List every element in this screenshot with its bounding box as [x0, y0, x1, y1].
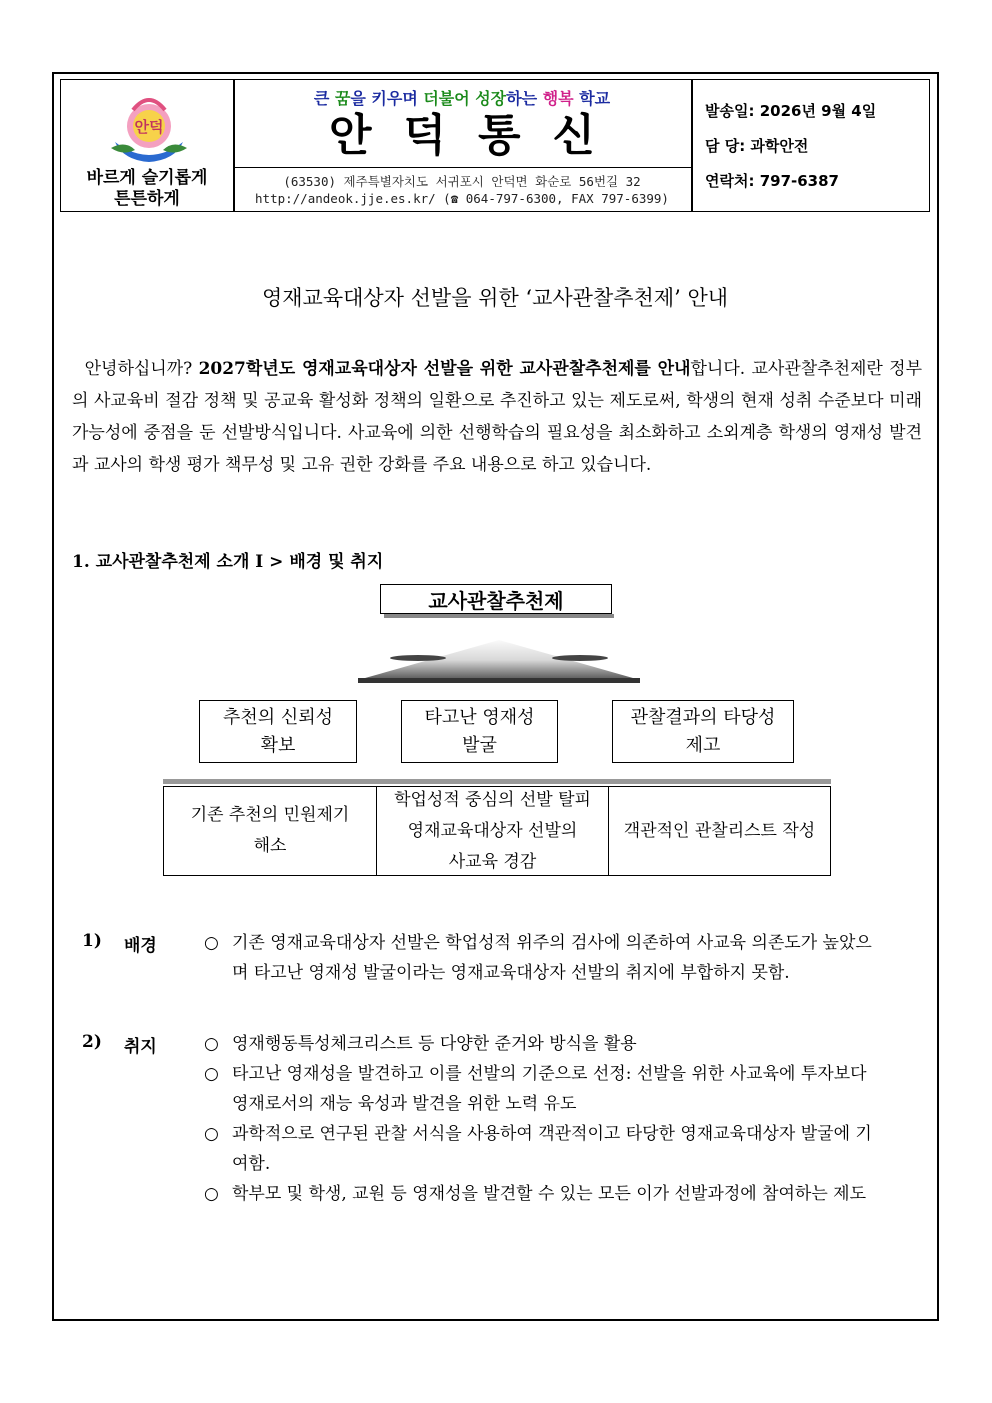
- intro-greeting: 안녕하십니까?: [84, 359, 199, 379]
- item-label: 배경: [124, 936, 157, 956]
- effects-cell: [164, 787, 376, 875]
- goal-box-label: 추천의 신뢰성 확보: [222, 706, 334, 756]
- effects-cell: [376, 787, 608, 875]
- header-divider: [691, 80, 693, 211]
- bullet-item: [204, 1179, 880, 1209]
- item-body: [204, 1029, 880, 1209]
- effects-table: [163, 786, 831, 876]
- issue-date: 발송일: 2026년 9월 4일: [705, 102, 877, 120]
- section-heading: 1. 교사관찰추천제 소개 I > 배경 및 취지: [72, 552, 384, 572]
- newsletter-name: 안덕통신: [328, 110, 627, 161]
- bullet-item: [204, 1059, 880, 1119]
- bullet-text: 과학적으로 연구된 관찰 서식을 사용하여 객관적이고 타당한 영재교육대상자 발굴에 기여함.: [232, 1124, 872, 1174]
- motto-line: 튼튼하게: [114, 189, 180, 209]
- school-address: [237, 173, 687, 207]
- intro-body: 합니다. 교사관찰추천제란 정부의 사교육비 절감 정책 및 공교육 활성화 정책의 일환으로 추진하고 있는 제도로써, 학생의 현재 성취 수준보다 미래 가능성에 중점을 둔 선발방식입니다. 사교육에 의한 선행학습의 필요성을 최소화하고 소외계층 학생의 영재성 발견과 교사의 학생 평가 책무성 및 고유 권한 강화를 주요 내용으로 하고 있습니다.: [72, 359, 922, 475]
- effects-cell: [608, 787, 830, 875]
- goal-box-label: 관찰결과의 타당성 제고: [630, 706, 776, 756]
- bullet-text: 타고난 영재성을 발견하고 이를 선발의 기준으로 선정: 선발을 위한 사교육에 투자보다 영재로서의 재능 육성과 발견을 위한 노력 유도: [232, 1064, 867, 1114]
- item-number: 2): [82, 1032, 102, 1052]
- slogan-segment: 행복: [542, 89, 574, 108]
- intro-emphasis: 2027학년도 영재교육대상자 선발을 위한 교사관찰추천제를 안내: [198, 359, 691, 379]
- bullet-item: [204, 1029, 880, 1059]
- bullet-item: [204, 928, 880, 988]
- contact-number: 연락처: 797-6387: [705, 172, 839, 190]
- slogan-segment: 성장: [475, 89, 507, 108]
- circle-bullet-icon: ○: [204, 1064, 219, 1084]
- slogan-segment: 더불어: [423, 89, 476, 108]
- school-logo-icon: [105, 90, 193, 168]
- bullet-text: 기존 영재교육대상자 선발은 학업성적 위주의 검사에 의존하여 사교육 의존도가 높았으며 타고난 영재성 발굴이라는 영재교육대상자 선발의 취지에 부합하지 못함.: [232, 933, 872, 983]
- effects-cell-text: 기존 추천의 민원제기 해소: [190, 805, 350, 856]
- up-arrow-icon: [358, 640, 640, 684]
- item-label: 취지: [124, 1037, 157, 1057]
- intro-paragraph: [72, 353, 922, 481]
- goal-box: [199, 700, 357, 763]
- header-divider: [233, 80, 235, 211]
- school-slogan: [237, 86, 687, 109]
- address-contact-line: http://andeok.jje.es.kr/ (☎ 064-797-6300, FAX 797-6399): [255, 191, 669, 206]
- circle-bullet-icon: ○: [204, 1034, 219, 1054]
- circle-bullet-icon: ○: [204, 1184, 219, 1204]
- diagram-title-shadow: [384, 614, 614, 618]
- diagram-title-box: 교사관찰추천제: [380, 584, 612, 614]
- effects-cell-text: 객관적인 관찰리스트 작성: [623, 820, 816, 841]
- circle-bullet-icon: ○: [204, 1124, 219, 1144]
- table-shadow: [163, 779, 831, 784]
- slogan-segment: 을 키우며: [350, 89, 424, 108]
- item-body: [204, 928, 880, 988]
- newsletter-header: [60, 79, 930, 212]
- slogan-segment: 큰: [313, 89, 335, 108]
- goal-box-label: 타고난 영재성 발굴: [424, 706, 535, 756]
- item-number: 1): [82, 931, 102, 951]
- motto-line: 바르게 슬기롭게: [86, 168, 208, 188]
- slogan-segment: 꿈: [334, 89, 351, 108]
- goal-box: [612, 700, 794, 763]
- bullet-text: 학부모 및 학생, 교원 등 영재성을 발견할 수 있는 모든 이가 선발과정에 참여하는 제도: [232, 1184, 867, 1204]
- document-title: 영재교육대상자 선발을 위한 ‘교사관찰추천제’ 안내: [261, 286, 729, 310]
- slogan-segment: 하는: [506, 89, 543, 108]
- person-in-charge: 담 당: 과학안전: [705, 137, 809, 155]
- header-divider: [234, 167, 691, 168]
- logo-text: 안덕: [134, 118, 164, 136]
- slogan-segment: 학교: [573, 89, 611, 108]
- circle-bullet-icon: ○: [204, 933, 219, 953]
- bullet-text: 영재행동특성체크리스트 등 다양한 준거와 방식을 활용: [232, 1034, 637, 1054]
- address-line: (63530) 제주특별자치도 서귀포시 안덕면 화순로 56번길 32: [283, 174, 641, 189]
- effects-cell-text: 학업성적 중심의 선발 탈피 영재교육대상자 선발의 사교육 경감: [394, 789, 591, 872]
- school-motto: [67, 168, 227, 210]
- goal-box: [401, 700, 558, 763]
- bullet-item: [204, 1119, 880, 1179]
